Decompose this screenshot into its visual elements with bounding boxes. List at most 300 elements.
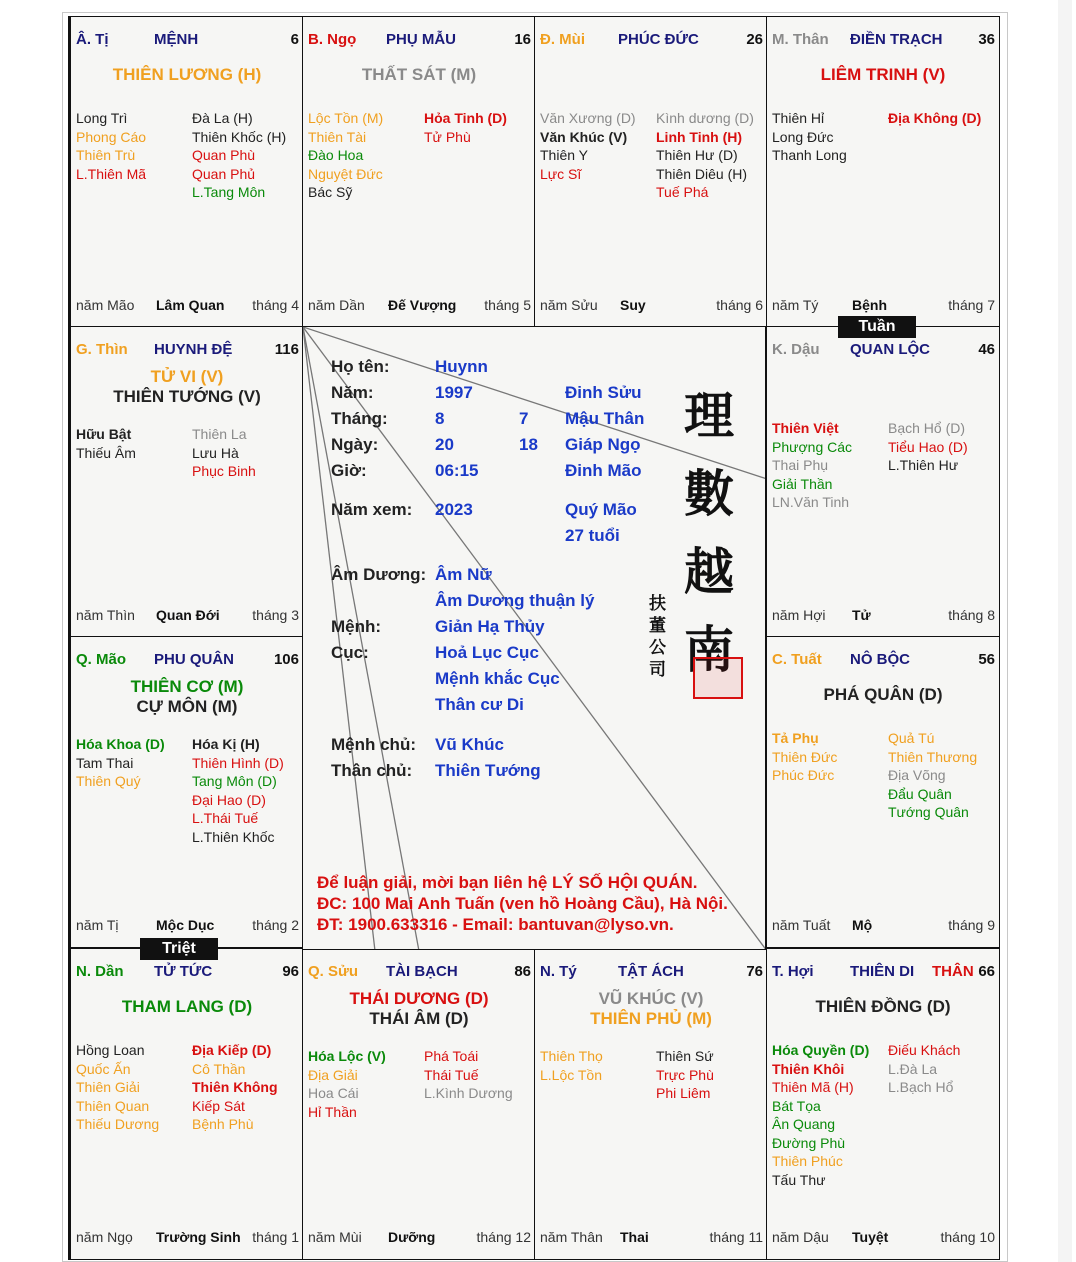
ngay-label: Ngày: bbox=[331, 435, 379, 454]
minor-star: Thiên Thương bbox=[888, 748, 978, 765]
right-star-column bbox=[888, 729, 977, 822]
palace-age: 16 bbox=[514, 31, 531, 48]
left-star-column bbox=[772, 109, 847, 165]
main-stars bbox=[303, 65, 535, 85]
right-star-column bbox=[888, 1041, 960, 1097]
palace-name: PHU QUÂN bbox=[154, 651, 235, 668]
left-star-column bbox=[76, 425, 136, 462]
minor-star: Hoa Cái bbox=[308, 1085, 359, 1101]
minor-star: L.Thiên Mã bbox=[76, 165, 147, 182]
footer-year: năm Mão bbox=[76, 297, 135, 313]
footer-stage: Suy bbox=[620, 297, 646, 313]
palace-name: ĐIỀN TRẠCH bbox=[850, 31, 943, 48]
minor-star: Tử Phù bbox=[424, 128, 471, 145]
minor-star: Thiên La bbox=[192, 426, 247, 442]
footer-year: năm Dậu bbox=[772, 1229, 829, 1245]
right-star-column bbox=[192, 425, 256, 481]
thang-can-chi: Mậu Thân bbox=[565, 409, 645, 428]
footer-stage: Đế Vượng bbox=[388, 297, 457, 313]
cuc-value: Hoả Lục Cục bbox=[435, 643, 539, 662]
footer-year: năm Dần bbox=[308, 297, 365, 313]
minor-star: Văn Khúc (V) bbox=[540, 128, 628, 145]
right-star-column bbox=[656, 1047, 714, 1103]
footer-year: năm Thân bbox=[540, 1229, 603, 1245]
minor-star: Nguyệt Đức bbox=[308, 165, 383, 182]
left-star-column bbox=[76, 735, 165, 791]
right-star-column bbox=[192, 735, 284, 846]
palace-ngo bbox=[302, 16, 536, 328]
main-star: CỰ MÔN (M) bbox=[136, 697, 238, 716]
nam-xem-can-chi: Quý Mão bbox=[565, 500, 637, 519]
palace-name: MỆNH bbox=[154, 31, 199, 48]
minor-star: Điếu Khách bbox=[888, 1042, 961, 1058]
right-star-column bbox=[192, 1041, 278, 1134]
footer-month: tháng 11 bbox=[709, 1229, 763, 1245]
right-star-column bbox=[192, 109, 286, 202]
palace-name: PHỤ MẪU bbox=[386, 31, 456, 48]
minor-star: Trực Phù bbox=[656, 1066, 714, 1083]
main-star: THIÊN ĐỒNG (D) bbox=[815, 997, 951, 1016]
palace-chi: Q. Mão bbox=[76, 651, 127, 668]
minor-star: L.Thiên Khốc bbox=[192, 828, 275, 845]
palace-name: PHÚC ĐỨC bbox=[618, 31, 699, 48]
palace-footer bbox=[772, 1229, 995, 1247]
menh-khac-cuc: Mệnh khắc Cục bbox=[435, 669, 560, 688]
ngay-am: 18 bbox=[519, 435, 538, 454]
footer-year: năm Tuất bbox=[772, 917, 831, 933]
palace-chi: M. Thân bbox=[772, 31, 829, 48]
minor-star: Lực Sĩ bbox=[540, 165, 582, 182]
footer-month: tháng 10 bbox=[940, 1229, 995, 1245]
main-stars bbox=[71, 997, 303, 1017]
palace-header bbox=[76, 341, 299, 359]
palace-mui bbox=[534, 16, 768, 328]
minor-star: Hóa Kị (H) bbox=[192, 736, 260, 752]
footer-month: tháng 4 bbox=[252, 297, 299, 313]
minor-star: Quả Tú bbox=[888, 730, 935, 746]
minor-star: Kình dương (D) bbox=[656, 110, 754, 126]
palace-header bbox=[308, 31, 531, 49]
palace-header bbox=[76, 963, 299, 981]
palace-footer bbox=[76, 297, 299, 315]
minor-star: Thiếu Dương bbox=[76, 1116, 160, 1132]
minor-star: Tấu Thư bbox=[772, 1171, 826, 1188]
palace-header bbox=[76, 31, 299, 49]
minor-star: Thiên Hỉ bbox=[772, 110, 825, 126]
footer-month: tháng 8 bbox=[948, 607, 995, 623]
main-star: THÁI ÂM (D) bbox=[369, 1009, 469, 1028]
palace-chi: B. Ngọ bbox=[308, 31, 357, 48]
minor-star: L.Tang Môn bbox=[192, 184, 266, 200]
calligraphy-char: 數 bbox=[684, 464, 734, 523]
minor-star: Phúc Đức bbox=[772, 767, 835, 783]
right-star-column bbox=[656, 109, 754, 202]
calligraphy-small-char: 扶 bbox=[649, 594, 666, 614]
palace-footer bbox=[540, 297, 763, 315]
palace-chi: K. Dậu bbox=[772, 341, 820, 358]
footer-year: năm Tị bbox=[76, 917, 119, 933]
contact-line-1: Để luận giải, mời bạn liên hệ LÝ SỐ HỘI QUÁN. bbox=[317, 873, 698, 892]
palace-ty bbox=[70, 16, 304, 328]
left-star-column bbox=[308, 109, 383, 202]
minor-star: Thiên Việt bbox=[772, 420, 839, 436]
minor-star: Đào Hoa bbox=[308, 147, 364, 163]
palace-age: 116 bbox=[274, 341, 299, 358]
minor-star: Thiên Diêu (H) bbox=[656, 165, 748, 182]
minor-star: Phi Liêm bbox=[656, 1085, 711, 1101]
minor-star: Tam Thai bbox=[76, 754, 134, 771]
palace-chi: Đ. Mùi bbox=[540, 31, 585, 48]
than-chu-label: Thân chủ: bbox=[331, 761, 413, 780]
minor-star: Lộc Tồn (M) bbox=[308, 110, 384, 126]
palace-footer bbox=[772, 607, 995, 625]
minor-star: Đẩu Quân bbox=[888, 785, 952, 802]
minor-star: Thiên Quý bbox=[76, 773, 141, 789]
palace-age: 56 bbox=[978, 651, 995, 668]
palace-chi: Â. Tị bbox=[76, 31, 109, 48]
main-star: THIÊN PHỦ (M) bbox=[590, 1009, 712, 1028]
thang-value: 8 bbox=[435, 409, 445, 428]
gio-label: Giờ: bbox=[331, 461, 367, 480]
minor-star: Thiên Hư (D) bbox=[656, 147, 738, 163]
palace-footer bbox=[76, 607, 299, 625]
minor-star: Tuế Phá bbox=[656, 184, 709, 200]
minor-star: Tướng Quân bbox=[888, 804, 969, 820]
tuan-tag: Tuần bbox=[838, 316, 916, 338]
minor-star: Thiên Quan bbox=[76, 1097, 150, 1114]
minor-star: Hồng Loan bbox=[76, 1042, 145, 1058]
minor-star: Bạch Hổ (D) bbox=[888, 420, 966, 436]
main-star: THÁI DƯƠNG (D) bbox=[349, 989, 489, 1008]
palace-age: 26 bbox=[746, 31, 763, 48]
palace-header bbox=[772, 31, 995, 49]
left-star-column bbox=[772, 419, 852, 512]
palace-footer bbox=[308, 297, 531, 315]
tuoi-value: 27 tuổi bbox=[565, 526, 620, 545]
footer-year: năm Ngọ bbox=[76, 1229, 133, 1245]
minor-star: Thai Phụ bbox=[772, 457, 829, 473]
palace-name: NÔ BỘC bbox=[850, 651, 910, 668]
minor-star: Hóa Lộc (V) bbox=[308, 1048, 386, 1064]
main-stars bbox=[71, 367, 303, 407]
palace-name: TÀI BẠCH bbox=[386, 963, 458, 980]
palace-age: 96 bbox=[282, 963, 299, 980]
footer-year: năm Thìn bbox=[76, 607, 135, 623]
palace-ti bbox=[534, 948, 768, 1260]
calligraphy-small-char: 公 bbox=[649, 638, 666, 658]
main-stars bbox=[71, 677, 303, 717]
left-star-column bbox=[76, 1041, 159, 1134]
minor-star: Giải Thần bbox=[772, 475, 833, 492]
than-chu-value: Thiên Tướng bbox=[435, 761, 541, 780]
contact-line-3: ĐT: 1900.633316 - Email: bantuvan@lyso.vn. bbox=[317, 915, 674, 934]
gio-value: 06:15 bbox=[435, 461, 479, 480]
nam-label: Năm: bbox=[331, 383, 374, 402]
main-stars bbox=[767, 997, 999, 1017]
footer-month: tháng 7 bbox=[948, 297, 995, 313]
minor-star: Quan Phủ bbox=[192, 165, 256, 182]
minor-star: L.Thái Tuế bbox=[192, 810, 259, 826]
nam-value: 1997 bbox=[435, 383, 473, 402]
am-duong-label: Âm Dương: bbox=[331, 565, 427, 584]
minor-star: Địa Kiếp (D) bbox=[192, 1042, 272, 1058]
palace-chi: N. Dần bbox=[76, 963, 124, 980]
minor-star: Long Đức bbox=[772, 128, 834, 145]
palace-name: TỬ TỨC bbox=[154, 963, 213, 980]
main-stars bbox=[303, 989, 535, 1029]
palace-chi: G. Thìn bbox=[76, 341, 128, 358]
right-star-column bbox=[888, 419, 968, 475]
contact-line-2: ĐC: 100 Mai Anh Tuấn (ven hồ Hoàng Cầu), Hà Nội. bbox=[317, 894, 728, 913]
main-star: TỬ VI (V) bbox=[150, 367, 224, 386]
minor-star: Hóa Khoa (D) bbox=[76, 736, 165, 752]
palace-suu bbox=[302, 948, 536, 1260]
minor-star: Đại Hao (D) bbox=[192, 791, 266, 808]
minor-star: Thiên Khôi bbox=[772, 1060, 845, 1077]
left-star-column bbox=[540, 1047, 603, 1084]
main-star: THIÊN CƠ (M) bbox=[130, 677, 244, 696]
palace-header bbox=[772, 651, 995, 669]
minor-star: L.Kình Dương bbox=[424, 1085, 513, 1101]
minor-star: Thiên Y bbox=[540, 147, 588, 163]
minor-star: Hỏa Tinh (D) bbox=[424, 110, 507, 126]
minor-star: Tang Môn (D) bbox=[192, 773, 277, 789]
minor-star: Địa Không (D) bbox=[888, 110, 982, 126]
palace-header bbox=[772, 963, 995, 981]
minor-star: Hỉ Thần bbox=[308, 1103, 357, 1120]
palace-chi: C. Tuất bbox=[772, 651, 822, 668]
main-star: PHÁ QUÂN (D) bbox=[823, 685, 943, 704]
minor-star: Tiểu Hao (D) bbox=[888, 438, 968, 455]
cuc-label: Cục: bbox=[331, 643, 369, 662]
minor-star: Thiên Giải bbox=[76, 1079, 140, 1095]
gio-can-chi: Đinh Mão bbox=[565, 461, 642, 480]
menh-chu-label: Mệnh chủ: bbox=[331, 735, 416, 754]
footer-year: năm Sửu bbox=[540, 297, 598, 313]
footer-stage: Mộ bbox=[852, 917, 873, 933]
minor-star: Phá Toái bbox=[424, 1048, 479, 1064]
minor-star: Địa Võng bbox=[888, 767, 946, 783]
red-seal-stamp bbox=[693, 657, 743, 699]
main-star: THIÊN LƯƠNG (H) bbox=[112, 65, 262, 84]
palace-age: 46 bbox=[978, 341, 995, 358]
footer-year: năm Hợi bbox=[772, 607, 826, 623]
left-star-column bbox=[772, 1041, 869, 1189]
footer-month: tháng 5 bbox=[484, 297, 531, 313]
minor-star: Bệnh Phù bbox=[192, 1116, 254, 1132]
minor-star: L.Bạch Hổ bbox=[888, 1079, 954, 1095]
calligraphy-char: 理 bbox=[684, 386, 734, 445]
palace-chi: T. Hợi bbox=[772, 963, 814, 980]
footer-year: năm Tý bbox=[772, 297, 819, 313]
minor-star: Hữu Bật bbox=[76, 426, 132, 442]
ho-ten-label: Họ tên: bbox=[331, 357, 390, 376]
palace-than bbox=[766, 16, 1000, 328]
minor-star: Thanh Long bbox=[772, 147, 847, 163]
minor-star: Thái Tuế bbox=[424, 1066, 479, 1083]
main-star: THAM LANG (D) bbox=[121, 997, 253, 1016]
palace-header bbox=[308, 963, 531, 981]
palace-chi: Q. Sửu bbox=[308, 963, 359, 980]
left-star-column bbox=[76, 109, 146, 183]
than-cu-di: Thân cư Di bbox=[435, 695, 524, 714]
footer-stage: Mộc Dục bbox=[156, 917, 215, 933]
minor-star: Kiếp Sát bbox=[192, 1097, 245, 1114]
right-star-column bbox=[888, 109, 981, 128]
palace-name: HUYNH ĐỆ bbox=[154, 341, 233, 358]
minor-star: Thiên Thọ bbox=[540, 1048, 603, 1064]
footer-stage: Thai bbox=[620, 1229, 649, 1245]
minor-star: Bác Sỹ bbox=[308, 184, 353, 200]
palace-name: THIÊN DI bbox=[850, 963, 915, 980]
minor-star: Thiên Đức bbox=[772, 748, 838, 765]
palace-dan bbox=[70, 948, 304, 1260]
right-star-column bbox=[424, 109, 507, 146]
footer-stage: Trường Sinh bbox=[156, 1229, 241, 1245]
minor-star: Tả Phụ bbox=[772, 730, 819, 746]
palace-mao bbox=[70, 636, 304, 948]
footer-month: tháng 2 bbox=[252, 917, 299, 933]
palace-age: 66 bbox=[978, 963, 995, 980]
footer-stage: Quan Đới bbox=[156, 607, 220, 623]
ho-ten-value: Huynn bbox=[435, 357, 488, 376]
am-duong-value: Âm Nữ bbox=[435, 565, 492, 584]
palace-hoi bbox=[766, 948, 1000, 1260]
footer-month: tháng 9 bbox=[948, 917, 995, 933]
main-star: VŨ KHÚC (V) bbox=[598, 989, 704, 1008]
minor-star: L.Lộc Tồn bbox=[540, 1066, 603, 1083]
am-duong-thuan-ly: Âm Dương thuận lý bbox=[435, 591, 595, 610]
palace-name: QUAN LỘC bbox=[850, 341, 930, 358]
palace-footer bbox=[772, 297, 995, 315]
footer-year: năm Mùi bbox=[308, 1229, 362, 1245]
than-marker: THÂN bbox=[932, 963, 974, 980]
center-info-panel bbox=[302, 326, 766, 950]
palace-header bbox=[540, 963, 763, 981]
minor-star: Thiên Phúc bbox=[772, 1153, 843, 1169]
main-stars bbox=[71, 65, 303, 85]
calligraphy-char: 南 bbox=[684, 620, 734, 679]
main-stars bbox=[535, 989, 767, 1029]
left-star-column bbox=[540, 109, 636, 183]
palace-name: TẬT ÁCH bbox=[618, 963, 684, 980]
calligraphy-char: 越 bbox=[684, 542, 734, 601]
menh-value: Giản Hạ Thủy bbox=[435, 617, 545, 636]
palace-age: 86 bbox=[514, 963, 531, 980]
minor-star: Phục Binh bbox=[192, 463, 256, 479]
palace-chi: N. Tý bbox=[540, 963, 577, 980]
minor-star: Địa Giải bbox=[308, 1066, 358, 1083]
palace-footer bbox=[540, 1229, 763, 1247]
main-star: THẤT SÁT (M) bbox=[361, 65, 477, 84]
minor-star: L.Thiên Hư bbox=[888, 457, 959, 473]
palace-footer bbox=[76, 1229, 299, 1247]
menh-label: Mệnh: bbox=[331, 617, 382, 636]
palace-age: 36 bbox=[978, 31, 995, 48]
menh-chu-value: Vũ Khúc bbox=[435, 735, 504, 754]
minor-star: Phượng Các bbox=[772, 438, 853, 455]
minor-star: Quan Phù bbox=[192, 147, 256, 163]
minor-star: Thiếu Âm bbox=[76, 444, 136, 461]
palace-footer bbox=[308, 1229, 531, 1247]
left-star-column bbox=[308, 1047, 386, 1121]
palace-footer bbox=[76, 917, 299, 935]
minor-star: Hóa Quyền (D) bbox=[772, 1042, 870, 1058]
minor-star: Lưu Hà bbox=[192, 444, 239, 461]
footer-stage: Tuyệt bbox=[852, 1229, 889, 1245]
footer-stage: Tử bbox=[852, 607, 871, 623]
palace-tuat bbox=[766, 636, 1000, 948]
main-stars bbox=[767, 65, 999, 85]
thang-am: 7 bbox=[519, 409, 529, 428]
ngay-can-chi: Giáp Ngọ bbox=[565, 435, 641, 454]
footer-stage: Bệnh bbox=[852, 297, 887, 313]
calligraphy-small bbox=[649, 593, 671, 681]
main-star: LIÊM TRINH (V) bbox=[820, 65, 946, 84]
minor-star: Thiên Hình (D) bbox=[192, 754, 284, 771]
thang-label: Tháng: bbox=[331, 409, 388, 428]
triet-tag: Triệt bbox=[140, 938, 218, 960]
footer-month: tháng 12 bbox=[476, 1229, 531, 1245]
minor-star: Linh Tinh (H) bbox=[656, 128, 743, 145]
palace-age: 6 bbox=[290, 31, 299, 48]
minor-star: Phong Cáo bbox=[76, 128, 147, 145]
palace-header bbox=[540, 31, 763, 49]
minor-star: Ân Quang bbox=[772, 1116, 836, 1132]
calligraphy-small-char: 董 bbox=[649, 616, 666, 636]
minor-star: Thiên Khốc (H) bbox=[192, 128, 287, 145]
minor-star: Thiên Không bbox=[192, 1079, 278, 1095]
palace-age: 76 bbox=[746, 963, 763, 980]
palace-header bbox=[76, 651, 299, 669]
palace-footer bbox=[772, 917, 995, 935]
palace-age: 106 bbox=[273, 651, 299, 668]
minor-star: Thiên Sứ bbox=[656, 1048, 714, 1064]
footer-month: tháng 3 bbox=[252, 607, 299, 623]
nam-xem-value: 2023 bbox=[435, 500, 473, 519]
minor-star: Thiên Trù bbox=[76, 147, 136, 163]
left-star-column bbox=[772, 729, 837, 785]
minor-star: Thiên Mã (H) bbox=[772, 1079, 854, 1095]
minor-star: Thiên Tài bbox=[308, 128, 367, 145]
minor-star: Cô Thần bbox=[192, 1060, 246, 1077]
minor-star: Văn Xương (D) bbox=[540, 110, 636, 126]
minor-star: LN.Văn Tinh bbox=[772, 494, 850, 510]
footer-stage: Lâm Quan bbox=[156, 297, 225, 313]
minor-star: L.Đà La bbox=[888, 1060, 938, 1077]
ngay-value: 20 bbox=[435, 435, 454, 454]
palace-thin bbox=[70, 326, 304, 638]
scrollbar[interactable] bbox=[1058, 0, 1072, 1262]
footer-month: tháng 1 bbox=[252, 1229, 299, 1245]
minor-star: Bát Tọa bbox=[772, 1097, 821, 1114]
palace-header bbox=[772, 341, 995, 359]
minor-star: Long Trì bbox=[76, 110, 128, 126]
minor-star: Đường Phù bbox=[772, 1134, 846, 1151]
minor-star: Đà La (H) bbox=[192, 110, 253, 126]
nam-can-chi: Đinh Sửu bbox=[565, 383, 642, 402]
calligraphy-small-char: 司 bbox=[649, 660, 666, 680]
palace-dau bbox=[766, 326, 1000, 638]
main-star: THIÊN TƯỚNG (V) bbox=[113, 387, 261, 406]
footer-month: tháng 6 bbox=[716, 297, 763, 313]
nam-xem-label: Năm xem: bbox=[331, 500, 413, 519]
calligraphy-logo bbox=[679, 377, 739, 689]
minor-star: Quốc Ấn bbox=[76, 1060, 131, 1077]
main-stars bbox=[767, 685, 999, 705]
right-star-column bbox=[424, 1047, 513, 1103]
footer-stage: Dưỡng bbox=[388, 1229, 436, 1245]
